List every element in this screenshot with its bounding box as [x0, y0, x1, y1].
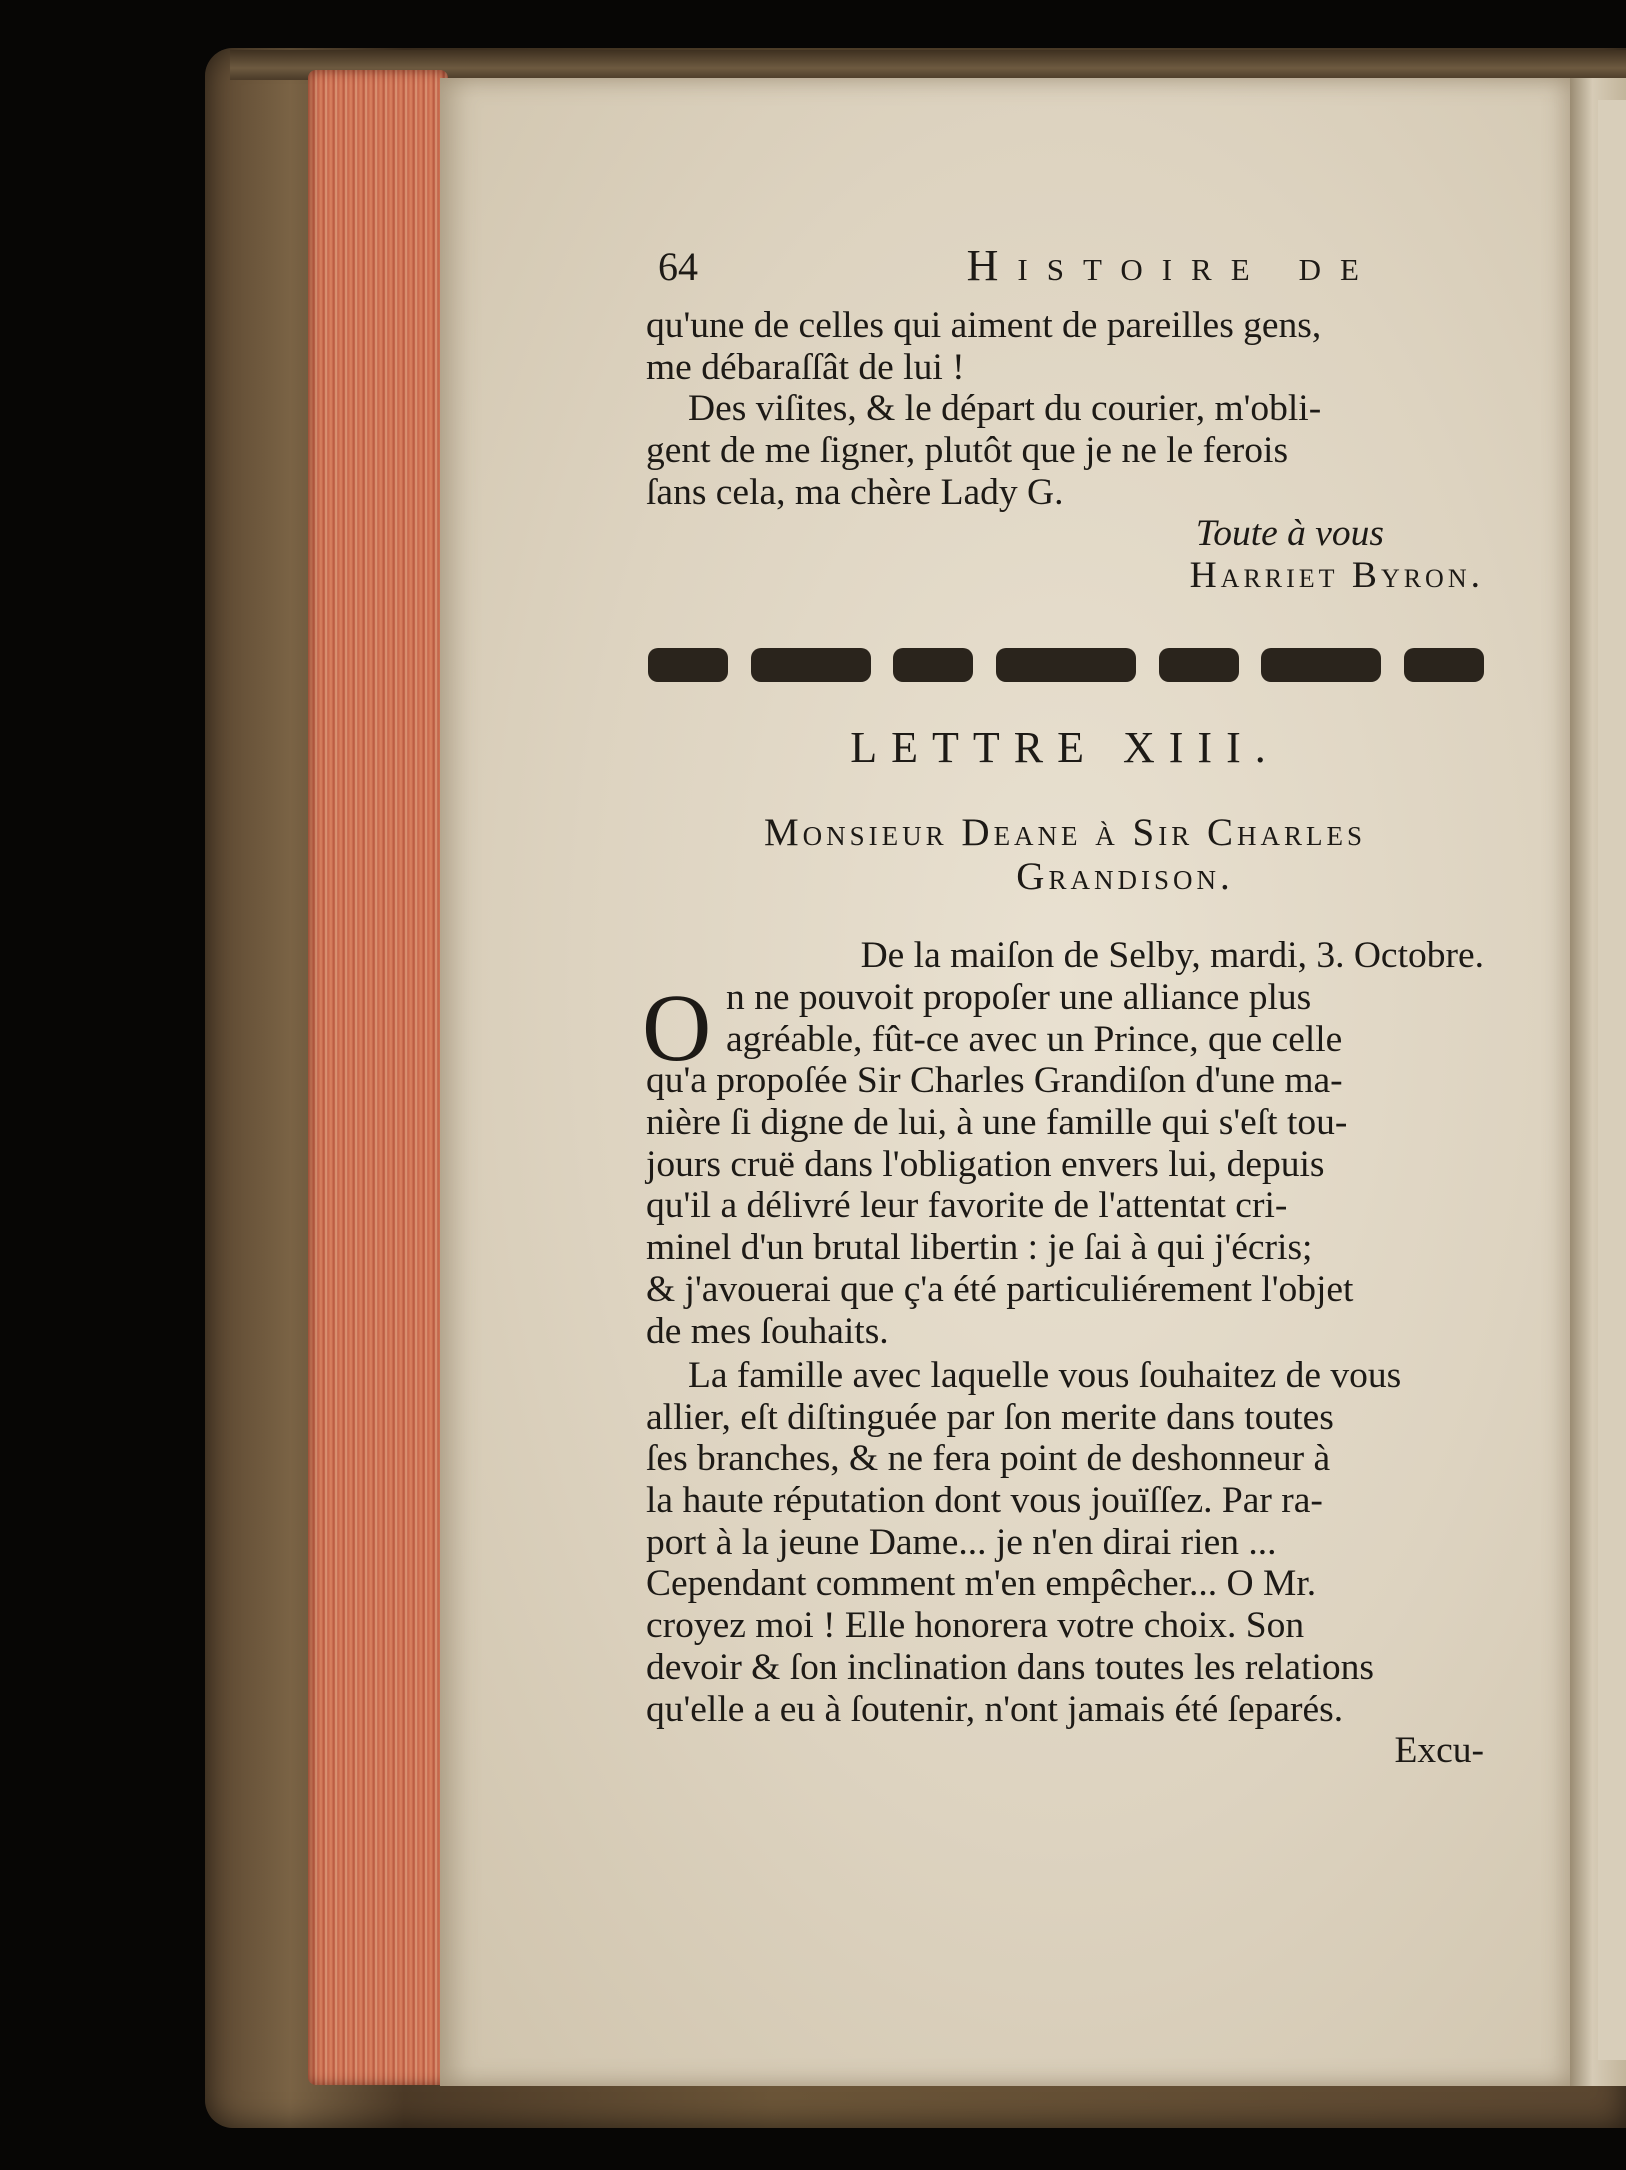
ornament-icon	[751, 648, 871, 682]
dateline: De la maiſon de Selby, mardi, 3. Octobre.	[860, 935, 1484, 976]
ornament-icon	[1159, 648, 1239, 682]
ornament-icon	[893, 648, 973, 682]
text-line: qu'a propoſée Sir Charles Grandiſon d'une ma-	[646, 1060, 1343, 1102]
page-edge-red	[308, 70, 448, 2085]
text-line: & j'avouerai que ç'a été particuliérement l'objet	[646, 1268, 1354, 1310]
page-number: 64	[658, 244, 698, 289]
paragraph-2	[646, 1354, 1484, 1771]
text-line: qu'il a délivré leur favorite de l'attentat cri-	[646, 1185, 1288, 1227]
salutation: Toute à vous	[1195, 513, 1384, 555]
text-line: port à la jeune Dame... je n'en dirai rien ...	[646, 1521, 1277, 1563]
ornament-icon	[1404, 648, 1484, 682]
letter-address	[646, 810, 1484, 898]
text-line: nière ſi digne de lui, à une famille qui s'eſt tou-	[646, 1102, 1348, 1144]
ornament-icon	[996, 648, 1136, 682]
running-head	[658, 240, 1378, 291]
ornament-icon	[1261, 648, 1381, 682]
text-line: jours cruë dans l'obligation envers lui, depuis	[646, 1143, 1325, 1185]
text-line: agréable, fût-ce avec un Prince, que celle	[726, 1018, 1343, 1060]
text-line: ſes branches, & ne fera point de deshonneur à	[646, 1438, 1331, 1480]
text-line: la haute réputation dont vous jouïſſez. Par ra-	[646, 1480, 1323, 1522]
paragraph-1	[646, 976, 1484, 1351]
running-title: Histoire de	[966, 241, 1378, 290]
address-line: Grandison.	[1016, 855, 1234, 898]
text-line: me débaraſſât de lui !	[646, 346, 965, 388]
text-line: Cependant comment m'en empêcher... O Mr.	[646, 1563, 1317, 1605]
drop-cap: O	[642, 974, 712, 1081]
text-line: gent de me ſigner, plutôt que je ne le ferois	[646, 430, 1289, 472]
text-line: La famille avec laquelle vous ſouhaitez de vous	[688, 1355, 1402, 1396]
text-line: de mes ſouhaits.	[646, 1310, 889, 1352]
catchword: Excu-	[1394, 1730, 1484, 1772]
letter-heading: LETTRE XIII.	[850, 723, 1280, 772]
decorative-ornament-band	[648, 642, 1484, 688]
top-text-block	[646, 304, 1484, 596]
text-line: devoir & ſon inclination dans toutes les relations	[646, 1646, 1374, 1688]
text-line: minel d'un brutal libertin : je ſai à qui j'écris;	[646, 1227, 1313, 1269]
text-line: ſans cela, ma chère Lady G.	[646, 471, 1064, 513]
signature: Harriet Byron.	[1189, 555, 1484, 597]
text-line: qu'elle a eu à ſoutenir, n'ont jamais été ſeparés.	[646, 1688, 1344, 1730]
ornament-icon	[648, 648, 728, 682]
text-line: croyez moi ! Elle honorera votre choix. Son	[646, 1605, 1305, 1647]
text-line: n ne pouvoit propoſer une alliance plus	[726, 977, 1312, 1018]
text-line: allier, eſt diſtinguée par ſon merite dans toutes	[646, 1396, 1334, 1438]
text-line: Des viſites, & le départ du courier, m'obli-	[688, 388, 1322, 430]
text-line: qu'une de celles qui aiment de pareilles gens,	[646, 305, 1322, 346]
facing-page-edge	[1598, 100, 1626, 2060]
address-line: Monſieur Deane à Sir Charles	[763, 811, 1367, 854]
